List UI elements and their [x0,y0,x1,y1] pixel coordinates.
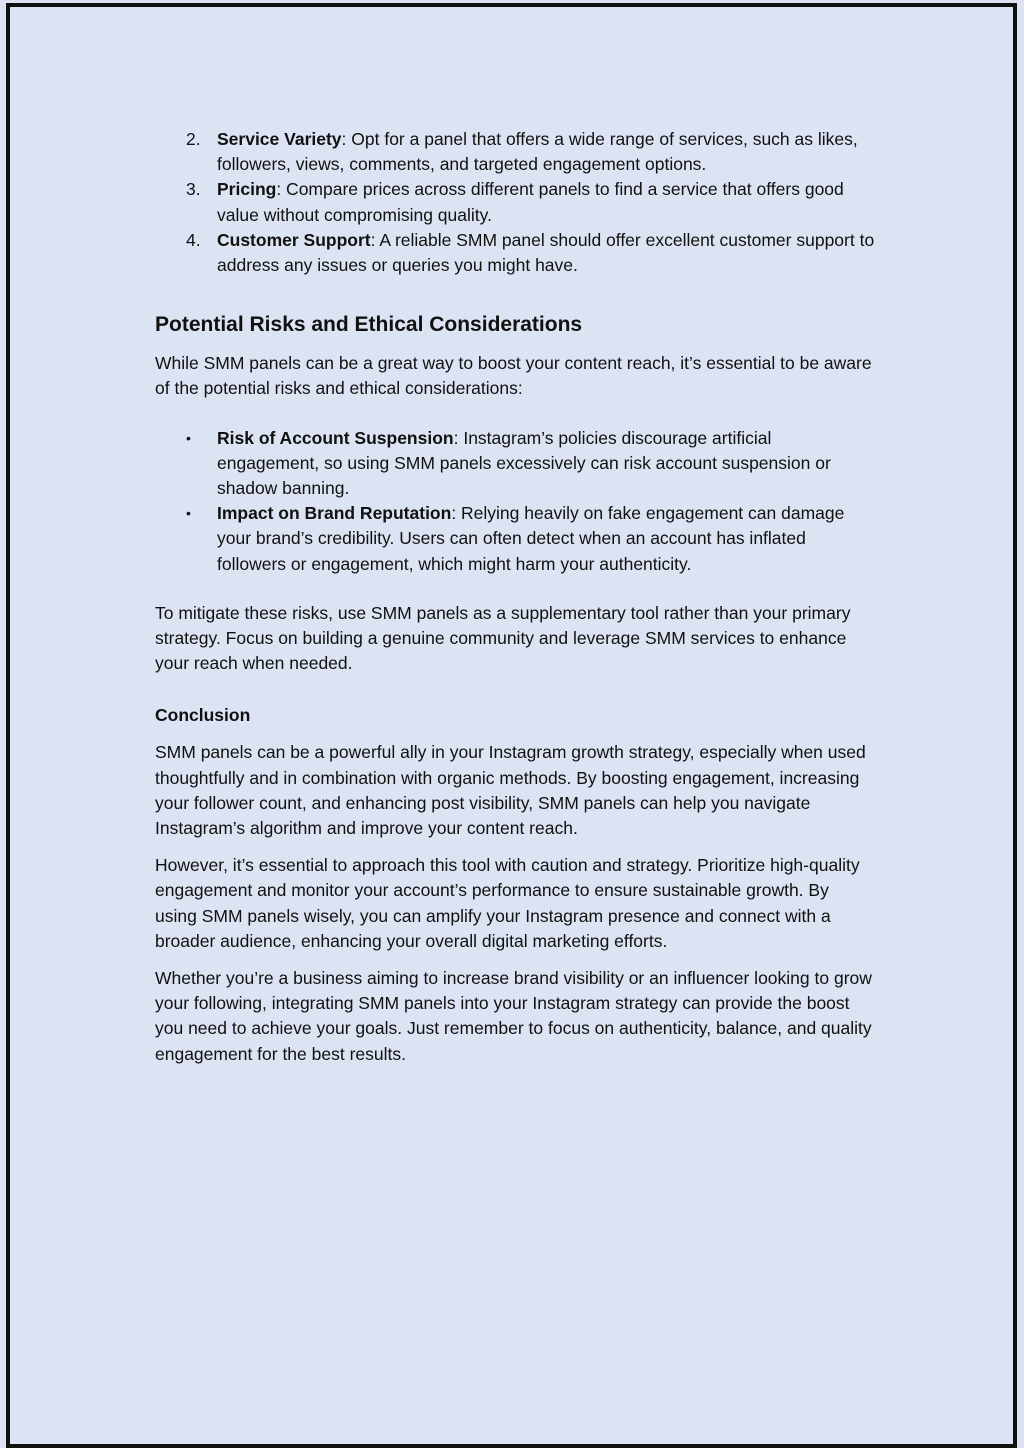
list-item-text: : Opt for a panel that offers a wide range of services, such as likes, followers, views, comments, and targeted engagement options. [217,129,858,175]
list-item [155,177,875,227]
document-page [6,3,1017,1448]
conclusion-heading: Conclusion [155,705,251,726]
mitigate-paragraph: To mitigate these risks, use SMM panels as a supplementary tool rather than your primary strategy. Focus on building a genuine community and leverage SMM services to enhance your reach when needed. [155,602,851,674]
bullet-icon: • [186,429,191,446]
list-item-text: : Relying heavily on fake engagement can damage your brand’s credibility. Users can often detect when an account has inflated followers or engagement, which might harm your authenticity. [217,503,845,574]
list-item [155,127,875,177]
conclusion-paragraph: However, it’s essential to approach this tool with caution and strategy. Prioritize high-quality engagement and monitor your account’s performance to ensure sustainable growth. By using SMM panels wisely, you can amplify your Instagram presence and connect with a broader audience, enhancing your overall digital marketing efforts. [155,855,860,951]
list-item-term: Customer Support [217,229,371,250]
page-content [155,127,875,1067]
list-item-text: : A reliable SMM panel should offer excellent customer support to address any issues or queries you might have. [217,229,875,276]
risks-intro-paragraph: While SMM panels can be a great way to boost your content reach, it’s essential to be aware of the potential risks and ethical considerations: [155,353,872,399]
list-number: 3. [186,179,201,200]
list-number: 2. [186,129,201,149]
list-item [155,426,875,502]
list-item-term: Service Variety [217,129,342,149]
risks-heading: Potential Risks and Ethical Considerations [155,313,583,337]
list-item-term: Risk of Account Suspension [217,427,454,448]
list-item-text: : Instagram’s policies discourage artificial engagement, so using SMM panels excessively can risk account suspension or shadow banning. [217,427,831,499]
list-number: 4. [186,229,201,250]
list-item-term: Impact on Brand Reputation [217,503,452,524]
list-item-term: Pricing [217,179,277,200]
list-item [155,501,875,577]
list-item-text: : Compare prices across different panels to find a service that offers good value without compromising quality. [217,179,844,225]
bullet-icon: • [186,505,191,522]
conclusion-paragraph: Whether you’re a business aiming to increase brand visibility or an influencer looking to grow your following, integrating SMM panels into your Instagram strategy can provide the boost you need to achieve your goals. Just remember to focus on authenticity, balance, and quality engagement for the best results. [155,968,872,1064]
conclusion-paragraph: SMM panels can be a powerful ally in your Instagram growth strategy, especially when used thoughtfully and in combination with organic methods. By boosting engagement, increasing your follower count, and enhancing post visibility, SMM panels can help you navigate Instagram’s algorithm and improve your content reach. [155,742,866,839]
list-item [155,228,875,278]
selection-criteria-list [155,127,875,278]
risks-bullet-list [155,426,875,577]
